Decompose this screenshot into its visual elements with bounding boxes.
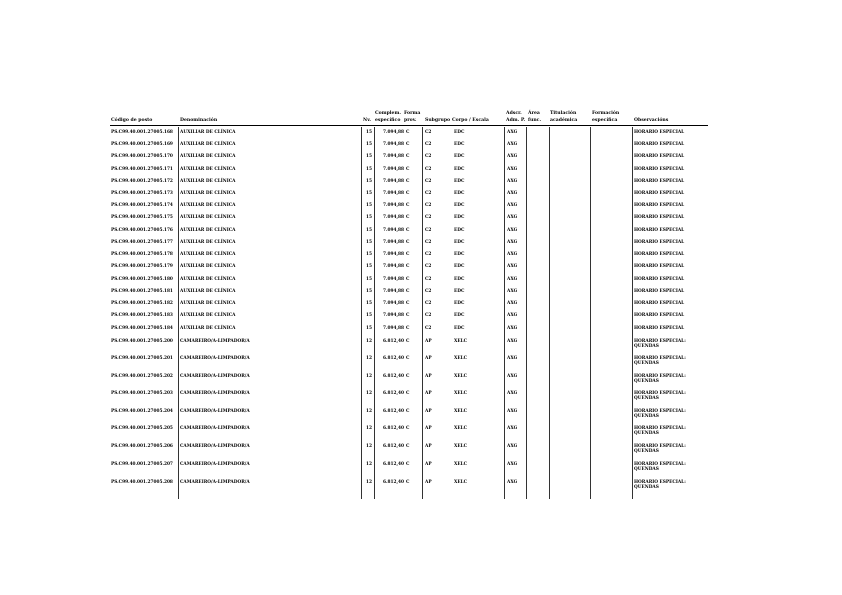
column-divider <box>422 127 423 499</box>
cell-subgrupo: AP <box>425 426 432 431</box>
cell-forma: C <box>406 339 410 344</box>
cell-subgrupo: C2 <box>425 191 432 196</box>
cell-subgrupo: C2 <box>425 252 432 257</box>
cell-codigo: PS.C99.40.001.27005.181 <box>111 289 173 294</box>
column-divider <box>632 127 633 499</box>
cell-adscripcion: AXG <box>507 264 518 269</box>
cell-subgrupo: C2 <box>425 313 432 318</box>
cell-observacions: HORARIO ESPECIAL <box>634 191 685 196</box>
cell-subgrupo: AP <box>425 409 432 414</box>
cell-subgrupo: C2 <box>425 289 432 294</box>
header-titulacion-2: académica <box>550 118 578 123</box>
cell-subgrupo: C2 <box>425 130 432 135</box>
cell-observacions: HORARIO ESPECIAL <box>634 313 685 318</box>
cell-observacions: HORARIO ESPECIAL <box>634 277 685 282</box>
cell-adscripcion: AXG <box>507 289 518 294</box>
cell-corpo: XELC <box>454 409 468 414</box>
cell-denominacion: AUXILIAR DE CLÍNICA <box>180 289 236 294</box>
header-codigo: Código de posto <box>111 118 153 123</box>
cell-forma: C <box>406 203 410 208</box>
cell-codigo: PS.C99.40.001.27005.205 <box>111 426 173 431</box>
cell-forma: C <box>406 289 410 294</box>
cell-observacions: HORARIO ESPECIAL <box>634 203 685 208</box>
cell-forma: C <box>406 480 410 485</box>
cell-subgrupo: AP <box>425 444 432 449</box>
cell-corpo: EDC <box>454 326 465 331</box>
header-denominacion: Denominación <box>180 118 218 123</box>
cell-complemento: 7.094,88 <box>383 264 404 269</box>
cell-denominacion: AUXILIAR DE CLÍNICA <box>180 277 236 282</box>
cell-denominacion: CAMAREIRO/A-LIMPADOR/A <box>180 444 250 449</box>
cell-adscripcion: AXG <box>507 313 518 318</box>
cell-denominacion: CAMAREIRO/A-LIMPADOR/A <box>180 409 250 414</box>
cell-observacions: HORARIO ESPECIAL <box>634 301 685 306</box>
cell-denominacion: AUXILIAR DE CLÍNICA <box>180 252 236 257</box>
cell-corpo: XELC <box>454 391 468 396</box>
cell-codigo: PS.C99.40.001.27005.202 <box>111 374 173 379</box>
cell-corpo: XELC <box>454 374 468 379</box>
cell-subgrupo: AP <box>425 374 432 379</box>
cell-adscripcion: AXG <box>507 277 518 282</box>
cell-corpo: EDC <box>454 191 465 196</box>
cell-adscripcion: AXG <box>507 179 518 184</box>
cell-adscripcion: AXG <box>507 191 518 196</box>
cell-denominacion: CAMAREIRO/A-LIMPADOR/A <box>180 356 250 361</box>
cell-codigo: PS.C99.40.001.27005.171 <box>111 167 173 172</box>
cell-forma: C <box>406 426 410 431</box>
column-divider <box>590 127 591 499</box>
cell-complemento: 7.094,88 <box>383 142 404 147</box>
header-observacions: Observacións <box>634 118 669 123</box>
cell-subgrupo: C2 <box>425 277 432 282</box>
cell-adscripcion: AXG <box>507 326 518 331</box>
cell-adscripcion: AXG <box>507 203 518 208</box>
header-forma-2: prov. <box>404 118 417 123</box>
cell-forma: C <box>406 301 410 306</box>
cell-nv: 12 <box>366 374 372 379</box>
cell-forma: C <box>406 326 410 331</box>
cell-adscripcion: AXG <box>507 228 518 233</box>
cell-nv: 12 <box>366 426 372 431</box>
cell-complemento: 7.094,88 <box>383 313 404 318</box>
header-titulacion-1: Titulación <box>550 111 577 116</box>
cell-denominacion: CAMAREIRO/A-LIMPADOR/A <box>180 462 250 467</box>
cell-codigo: PS.C99.40.001.27005.201 <box>111 356 173 361</box>
cell-subgrupo: C2 <box>425 215 432 220</box>
cell-corpo: XELC <box>454 426 468 431</box>
cell-denominacion: AUXILIAR DE CLÍNICA <box>180 301 236 306</box>
cell-denominacion: AUXILIAR DE CLÍNICA <box>180 203 236 208</box>
cell-forma: C <box>406 130 410 135</box>
cell-codigo: PS.C99.40.001.27005.203 <box>111 391 173 396</box>
cell-denominacion: AUXILIAR DE CLÍNICA <box>180 179 236 184</box>
cell-adscripcion: AXG <box>507 142 518 147</box>
header-divider <box>110 125 708 126</box>
cell-nv: 15 <box>366 142 372 147</box>
cell-complemento: 7.094,88 <box>383 228 404 233</box>
header-adscr-1: Adscr. <box>506 111 522 116</box>
cell-observacions: HORARIO ESPECIAL <box>634 130 685 135</box>
column-divider <box>361 127 362 499</box>
cell-complemento: 6.812,40 <box>383 374 404 379</box>
cell-denominacion: AUXILIAR DE CLÍNICA <box>180 313 236 318</box>
cell-observacions: HORARIO ESPECIAL <box>634 142 685 147</box>
cell-forma: C <box>406 228 410 233</box>
cell-complemento: 6.812,40 <box>383 409 404 414</box>
cell-corpo: EDC <box>454 313 465 318</box>
cell-forma: C <box>406 142 410 147</box>
column-divider <box>504 127 505 499</box>
cell-observacions: HORARIO ESPECIAL <box>634 154 685 159</box>
cell-subgrupo: C2 <box>425 264 432 269</box>
cell-corpo: XELC <box>454 462 468 467</box>
cell-nv: 12 <box>366 391 372 396</box>
cell-adscripcion: AXG <box>507 215 518 220</box>
column-divider <box>374 127 375 499</box>
cell-forma: C <box>406 462 410 467</box>
cell-observacions: HORARIO ESPECIAL: QUENDAS <box>634 480 686 491</box>
cell-forma: C <box>406 356 410 361</box>
cell-observacions: HORARIO ESPECIAL: QUENDAS <box>634 444 686 455</box>
cell-observacions: HORARIO ESPECIAL <box>634 179 685 184</box>
cell-corpo: EDC <box>454 252 465 257</box>
cell-observacions: HORARIO ESPECIAL <box>634 289 685 294</box>
cell-nv: 15 <box>366 130 372 135</box>
cell-adscripcion: AXG <box>507 444 518 449</box>
header-complem-1: Complem. <box>375 111 401 116</box>
cell-nv: 15 <box>366 301 372 306</box>
cell-observacions: HORARIO ESPECIAL <box>634 228 685 233</box>
cell-corpo: EDC <box>454 154 465 159</box>
header-subgrupo: Subgrupo <box>425 118 451 123</box>
header-formacion-2: específica <box>592 118 618 123</box>
cell-nv: 15 <box>366 252 372 257</box>
header-forma-1: Forma <box>404 111 421 116</box>
cell-subgrupo: C2 <box>425 142 432 147</box>
cell-corpo: EDC <box>454 203 465 208</box>
cell-codigo: PS.C99.40.001.27005.173 <box>111 191 173 196</box>
cell-nv: 15 <box>366 228 372 233</box>
cell-observacions: HORARIO ESPECIAL: QUENDAS <box>634 356 686 367</box>
cell-subgrupo: C2 <box>425 154 432 159</box>
cell-observacions: HORARIO ESPECIAL <box>634 252 685 257</box>
cell-codigo: PS.C99.40.001.27005.175 <box>111 215 173 220</box>
cell-denominacion: CAMAREIRO/A-LIMPADOR/A <box>180 480 250 485</box>
cell-nv: 15 <box>366 313 372 318</box>
cell-complemento: 7.094,88 <box>383 215 404 220</box>
cell-forma: C <box>406 277 410 282</box>
cell-denominacion: CAMAREIRO/A-LIMPADOR/A <box>180 426 250 431</box>
cell-nv: 12 <box>366 356 372 361</box>
cell-complemento: 7.094,88 <box>383 326 404 331</box>
cell-complemento: 6.812,40 <box>383 426 404 431</box>
cell-codigo: PS.C99.40.001.27005.208 <box>111 480 173 485</box>
cell-subgrupo: AP <box>425 462 432 467</box>
cell-observacions: HORARIO ESPECIAL <box>634 215 685 220</box>
cell-corpo: XELC <box>454 356 468 361</box>
cell-codigo: PS.C99.40.001.27005.176 <box>111 228 173 233</box>
cell-forma: C <box>406 167 410 172</box>
cell-subgrupo: C2 <box>425 326 432 331</box>
cell-codigo: PS.C99.40.001.27005.169 <box>111 142 173 147</box>
cell-codigo: PS.C99.40.001.27005.207 <box>111 462 173 467</box>
cell-corpo: EDC <box>454 277 465 282</box>
cell-denominacion: AUXILIAR DE CLÍNICA <box>180 264 236 269</box>
cell-nv: 15 <box>366 179 372 184</box>
cell-adscripcion: AXG <box>507 240 518 245</box>
cell-nv: 15 <box>366 167 372 172</box>
cell-forma: C <box>406 240 410 245</box>
header-area-1: Área <box>528 111 540 116</box>
cell-subgrupo: C2 <box>425 240 432 245</box>
cell-forma: C <box>406 409 410 414</box>
cell-forma: C <box>406 391 410 396</box>
cell-nv: 12 <box>366 462 372 467</box>
cell-corpo: EDC <box>454 264 465 269</box>
cell-codigo: PS.C99.40.001.27005.174 <box>111 203 173 208</box>
column-divider <box>178 127 179 499</box>
cell-complemento: 6.812,40 <box>383 480 404 485</box>
cell-complemento: 6.812,40 <box>383 391 404 396</box>
cell-corpo: XELC <box>454 480 468 485</box>
cell-adscripcion: AXG <box>507 409 518 414</box>
cell-complemento: 7.094,88 <box>383 179 404 184</box>
cell-denominacion: AUXILIAR DE CLÍNICA <box>180 142 236 147</box>
cell-corpo: EDC <box>454 228 465 233</box>
cell-subgrupo: C2 <box>425 167 432 172</box>
cell-nv: 15 <box>366 154 372 159</box>
cell-subgrupo: AP <box>425 339 432 344</box>
cell-denominacion: CAMAREIRO/A-LIMPADOR/A <box>180 339 250 344</box>
cell-observacions: HORARIO ESPECIAL <box>634 264 685 269</box>
cell-forma: C <box>406 252 410 257</box>
cell-codigo: PS.C99.40.001.27005.177 <box>111 240 173 245</box>
cell-codigo: PS.C99.40.001.27005.172 <box>111 179 173 184</box>
cell-complemento: 6.812,40 <box>383 444 404 449</box>
cell-forma: C <box>406 191 410 196</box>
cell-nv: 12 <box>366 444 372 449</box>
cell-corpo: EDC <box>454 215 465 220</box>
cell-forma: C <box>406 215 410 220</box>
cell-corpo: EDC <box>454 142 465 147</box>
cell-codigo: PS.C99.40.001.27005.204 <box>111 409 173 414</box>
cell-corpo: EDC <box>454 167 465 172</box>
cell-complemento: 7.094,88 <box>383 154 404 159</box>
header-corpo: Corpo / Escala <box>452 118 489 123</box>
cell-adscripcion: AXG <box>507 426 518 431</box>
cell-denominacion: CAMAREIRO/A-LIMPADOR/A <box>180 391 250 396</box>
cell-nv: 15 <box>366 277 372 282</box>
cell-complemento: 7.094,88 <box>383 203 404 208</box>
cell-complemento: 7.094,88 <box>383 130 404 135</box>
header-area-2: func. <box>528 118 542 123</box>
cell-subgrupo: AP <box>425 356 432 361</box>
column-divider <box>549 127 550 499</box>
cell-complemento: 7.094,88 <box>383 167 404 172</box>
cell-observacions: HORARIO ESPECIAL <box>634 326 685 331</box>
cell-forma: C <box>406 154 410 159</box>
cell-corpo: EDC <box>454 289 465 294</box>
cell-codigo: PS.C99.40.001.27005.170 <box>111 154 173 159</box>
cell-nv: 12 <box>366 480 372 485</box>
cell-observacions: HORARIO ESPECIAL: QUENDAS <box>634 462 686 473</box>
cell-corpo: EDC <box>454 130 465 135</box>
cell-denominacion: AUXILIAR DE CLÍNICA <box>180 167 236 172</box>
column-divider <box>526 127 527 499</box>
cell-complemento: 7.094,88 <box>383 252 404 257</box>
cell-codigo: PS.C99.40.001.27005.168 <box>111 130 173 135</box>
cell-codigo: PS.C99.40.001.27005.206 <box>111 444 173 449</box>
cell-codigo: PS.C99.40.001.27005.178 <box>111 252 173 257</box>
cell-observacions: HORARIO ESPECIAL <box>634 167 685 172</box>
cell-adscripcion: AXG <box>507 462 518 467</box>
cell-observacions: HORARIO ESPECIAL: QUENDAS <box>634 426 686 437</box>
header-adscr-2: Adm. P. <box>506 118 526 123</box>
cell-codigo: PS.C99.40.001.27005.180 <box>111 277 173 282</box>
cell-observacions: HORARIO ESPECIAL: QUENDAS <box>634 374 686 385</box>
cell-complemento: 6.812,40 <box>383 462 404 467</box>
cell-adscripcion: AXG <box>507 356 518 361</box>
cell-corpo: EDC <box>454 179 465 184</box>
cell-nv: 15 <box>366 191 372 196</box>
cell-adscripcion: AXG <box>507 252 518 257</box>
cell-denominacion: CAMAREIRO/A-LIMPADOR/A <box>180 374 250 379</box>
cell-corpo: EDC <box>454 240 465 245</box>
cell-adscripcion: AXG <box>507 480 518 485</box>
cell-nv: 15 <box>366 289 372 294</box>
cell-denominacion: AUXILIAR DE CLÍNICA <box>180 191 236 196</box>
cell-forma: C <box>406 264 410 269</box>
cell-denominacion: AUXILIAR DE CLÍNICA <box>180 130 236 135</box>
cell-forma: C <box>406 313 410 318</box>
cell-nv: 15 <box>366 215 372 220</box>
cell-adscripcion: AXG <box>507 374 518 379</box>
cell-forma: C <box>406 444 410 449</box>
cell-denominacion: AUXILIAR DE CLÍNICA <box>180 228 236 233</box>
cell-corpo: XELC <box>454 444 468 449</box>
cell-denominacion: AUXILIAR DE CLÍNICA <box>180 240 236 245</box>
cell-subgrupo: C2 <box>425 179 432 184</box>
cell-observacions: HORARIO ESPECIAL: QUENDAS <box>634 391 686 402</box>
cell-observacions: HORARIO ESPECIAL: QUENDAS <box>634 409 686 420</box>
cell-adscripcion: AXG <box>507 130 518 135</box>
cell-complemento: 6.812,40 <box>383 356 404 361</box>
cell-nv: 15 <box>366 203 372 208</box>
cell-codigo: PS.C99.40.001.27005.200 <box>111 339 173 344</box>
cell-adscripcion: AXG <box>507 154 518 159</box>
cell-adscripcion: AXG <box>507 391 518 396</box>
cell-codigo: PS.C99.40.001.27005.179 <box>111 264 173 269</box>
cell-nv: 12 <box>366 409 372 414</box>
header-nv: Nv. <box>363 118 372 123</box>
cell-denominacion: AUXILIAR DE CLÍNICA <box>180 154 236 159</box>
cell-observacions: HORARIO ESPECIAL <box>634 240 685 245</box>
cell-complemento: 7.094,88 <box>383 301 404 306</box>
cell-complemento: 7.094,88 <box>383 277 404 282</box>
cell-adscripcion: AXG <box>507 167 518 172</box>
cell-denominacion: AUXILIAR DE CLÍNICA <box>180 215 236 220</box>
cell-subgrupo: AP <box>425 480 432 485</box>
cell-subgrupo: C2 <box>425 203 432 208</box>
cell-nv: 15 <box>366 326 372 331</box>
cell-forma: C <box>406 374 410 379</box>
cell-observacions: HORARIO ESPECIAL: QUENDAS <box>634 339 686 350</box>
cell-corpo: XELC <box>454 339 468 344</box>
cell-nv: 15 <box>366 264 372 269</box>
cell-denominacion: AUXILIAR DE CLÍNICA <box>180 326 236 331</box>
cell-subgrupo: AP <box>425 391 432 396</box>
cell-codigo: PS.C99.40.001.27005.182 <box>111 301 173 306</box>
cell-codigo: PS.C99.40.001.27005.183 <box>111 313 173 318</box>
cell-subgrupo: C2 <box>425 301 432 306</box>
cell-adscripcion: AXG <box>507 301 518 306</box>
cell-forma: C <box>406 179 410 184</box>
cell-complemento: 7.094,88 <box>383 191 404 196</box>
cell-complemento: 7.094,88 <box>383 289 404 294</box>
cell-complemento: 6.812,40 <box>383 339 404 344</box>
header-formacion-1: Formación <box>592 111 620 116</box>
cell-subgrupo: C2 <box>425 228 432 233</box>
cell-complemento: 7.094,88 <box>383 240 404 245</box>
cell-nv: 12 <box>366 339 372 344</box>
cell-adscripcion: AXG <box>507 339 518 344</box>
cell-codigo: PS.C99.40.001.27005.184 <box>111 326 173 331</box>
cell-nv: 15 <box>366 240 372 245</box>
header-complem-2: específico <box>375 118 401 123</box>
cell-corpo: EDC <box>454 301 465 306</box>
